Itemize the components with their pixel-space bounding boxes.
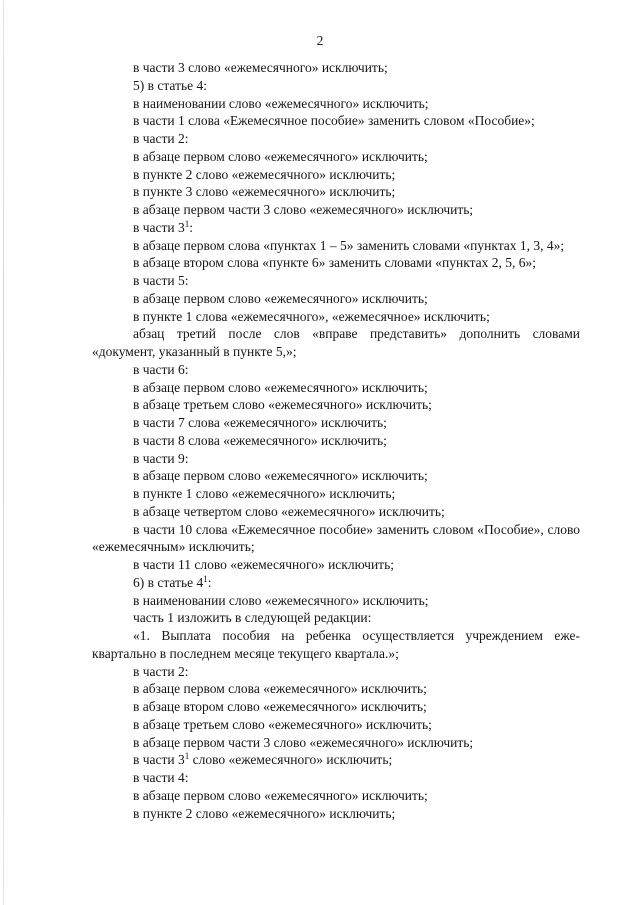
paragraph xyxy=(92,574,580,592)
paragraph-text-tail: : xyxy=(189,219,194,235)
paragraph-text: в пункте 1 слово «ежемесячного» исключить; xyxy=(133,486,396,501)
paragraph-text: в абзаце первом слова «ежемесячного» исключить; xyxy=(133,681,427,697)
paragraph-text: в части 7 слова «ежемесячного» исключить; xyxy=(133,415,387,430)
paragraph xyxy=(92,148,580,166)
scan-edge xyxy=(3,0,4,905)
paragraph xyxy=(92,254,580,272)
paragraph-text: в абзаце четвертом слово «ежемесячного» исключить; xyxy=(133,503,445,519)
paragraph xyxy=(92,290,580,308)
paragraph xyxy=(92,503,580,521)
paragraph xyxy=(92,663,580,681)
paragraph xyxy=(92,680,580,698)
paragraph xyxy=(92,627,580,663)
paragraph-text: в абзаце третьем слово «ежемесячного» исключить; xyxy=(133,716,432,732)
paragraph-text: в части 6: xyxy=(133,361,189,377)
paragraph xyxy=(92,432,580,450)
paragraph xyxy=(92,130,580,148)
paragraph-text-tail: : xyxy=(207,574,212,590)
paragraph-text: в части 4: xyxy=(133,770,189,785)
paragraph xyxy=(92,698,580,716)
paragraph-text: в пункте 2 слово «ежемесячного» исключить; xyxy=(133,166,396,182)
paragraph-text: в абзаце втором слова «пункте 6» заменить словами «пунктах 2, 5, 6»; xyxy=(133,255,537,271)
paragraph-text: в абзаце первом слово «ежемесячного» исключить; xyxy=(133,290,428,306)
paragraph xyxy=(92,95,580,113)
paragraph-text: в абзаце первом части 3 слово «ежемесячного» исключить; xyxy=(133,734,474,750)
paragraph-text: в наименовании слово «ежемесячного» исключить; xyxy=(133,95,429,111)
paragraph-text: абзац третий после слов «вправе представить» дополнить словами «документ, указанный в пункте 5,»; xyxy=(92,326,580,359)
paragraph xyxy=(92,734,580,752)
page-number: 2 xyxy=(316,33,324,48)
paragraph-text: в части 9: xyxy=(133,450,189,466)
paragraph-text: в части 8 слова «ежемесячного» исключить; xyxy=(133,432,387,448)
paragraph xyxy=(92,751,580,769)
paragraph xyxy=(92,379,580,397)
paragraph-text: в абзаце первом слова «пунктах 1 – 5» заменить словами «пунктах 1, 3, 4»; xyxy=(133,237,565,253)
paragraph-text: часть 1 изложить в следующей редакции: xyxy=(133,610,372,626)
paragraph xyxy=(92,414,580,432)
paragraph xyxy=(92,59,580,77)
paragraph xyxy=(92,308,580,326)
paragraph-text: в части 3 xyxy=(133,219,185,235)
paragraph xyxy=(92,787,580,805)
superscript-index: 1 xyxy=(203,573,208,584)
paragraph xyxy=(92,201,580,219)
paragraph-text: 5) в статье 4: xyxy=(133,77,207,93)
paragraph-text: в пункте 3 слово «ежемесячного» исключить; xyxy=(133,184,396,200)
paragraph-text: в части 11 слово «ежемесячного» исключить; xyxy=(133,557,394,572)
paragraph xyxy=(92,716,580,734)
paragraph-text: в наименовании слово «ежемесячного» исключить; xyxy=(133,592,429,608)
paragraph-text: в абзаце первом слово «ежемесячного» исключить; xyxy=(133,787,428,803)
superscript-index: 1 xyxy=(184,218,190,229)
paragraph xyxy=(92,521,580,557)
paragraph-text: в части 10 слова «Ежемесячное пособие» заменить словом «Пособие», слово «ежемесячным» исключить; xyxy=(92,521,580,555)
paragraph xyxy=(92,592,580,610)
paragraph-text: в абзаце первом слово «ежемесячного» исключить; xyxy=(133,148,428,164)
paragraph-text: в абзаце первом части 3 слово «ежемесячного» исключить; xyxy=(133,202,474,217)
paragraph-text: 6) в статье 4 xyxy=(133,574,204,590)
paragraph-text: в части 2: xyxy=(133,663,189,679)
document-body xyxy=(92,59,580,822)
paragraph xyxy=(92,467,580,485)
paragraph-text: в абзаце первом слово «ежемесячного» исключить; xyxy=(133,468,428,484)
paragraph xyxy=(92,112,580,130)
paragraph-text: в части 1 слова «Ежемесячное пособие» заменить словом «Пособие»; xyxy=(133,113,535,129)
superscript-index: 1 xyxy=(184,751,190,762)
paragraph xyxy=(92,769,580,787)
paragraph xyxy=(92,77,580,95)
paragraph xyxy=(92,237,580,255)
paragraph-text: в части 3 слово «ежемесячного» исключить; xyxy=(133,60,388,75)
paragraph xyxy=(92,609,580,627)
paragraph-text: в части 2: xyxy=(133,131,189,146)
paragraph-text: «1. Выплата пособия на ребенка осуществляется учреждением ежеквартально в последнем месяце текущего квартала.»; xyxy=(92,628,580,661)
paragraph xyxy=(92,361,580,379)
paragraph xyxy=(92,183,580,201)
paragraph-text-tail: слово «ежемесячного» исключить; xyxy=(189,752,393,768)
paragraph-text: в части 5: xyxy=(133,273,189,288)
paragraph-text: в абзаце третьем слово «ежемесячного» исключить; xyxy=(133,397,432,413)
paragraph xyxy=(92,272,580,290)
paragraph-text: в части 3 xyxy=(133,752,185,768)
paragraph xyxy=(92,325,580,361)
paragraph-text: в абзаце первом слово «ежемесячного» исключить; xyxy=(133,379,428,395)
paragraph xyxy=(92,556,580,574)
paragraph-text: в пункте 1 слова «ежемесячного», «ежемесячное» исключить; xyxy=(133,308,490,324)
paragraph xyxy=(92,219,580,237)
paragraph-text: в абзаце втором слово «ежемесячного» исключить; xyxy=(133,699,427,714)
paragraph xyxy=(92,485,580,503)
paragraph xyxy=(92,450,580,468)
paragraph xyxy=(92,805,580,823)
paragraph xyxy=(92,396,580,414)
paragraph xyxy=(92,166,580,184)
paragraph-text: в пункте 2 слово «ежемесячного» исключить; xyxy=(133,805,396,821)
